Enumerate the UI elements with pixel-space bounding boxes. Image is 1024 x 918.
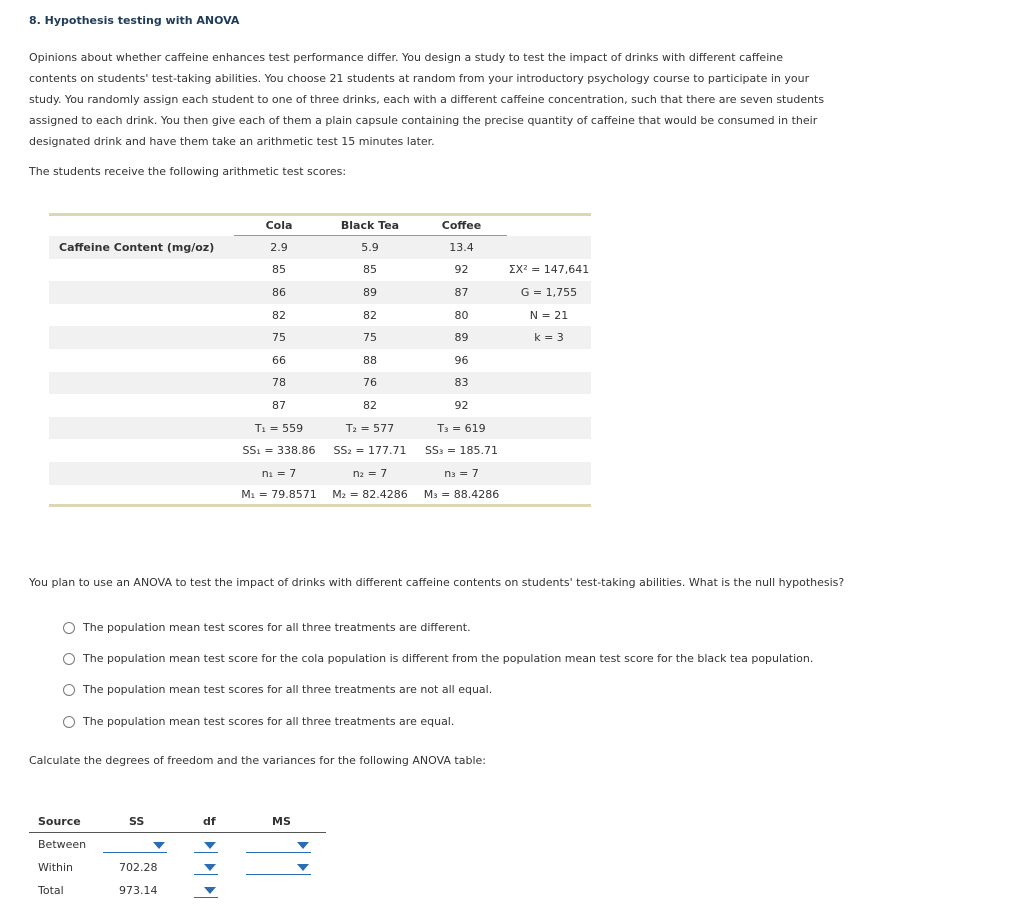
- radio-button[interactable]: [63, 622, 75, 634]
- ss-coffee: SS₃ = 185.71: [424, 444, 499, 458]
- anova-header-source: Source: [38, 815, 81, 828]
- null-hypothesis-question: You plan to use an ANOVA to test the impact of drinks with different caffeine contents on students' test-taking abilities. What is the null hypothesis?: [29, 576, 845, 589]
- anova-header-ms: MS: [272, 815, 291, 828]
- score-cell: 82: [363, 308, 377, 322]
- ss-total-value: 973.14: [119, 884, 158, 897]
- summary-stat: ΣX² = 147,641: [508, 263, 590, 277]
- answer-option[interactable]: [63, 643, 813, 674]
- summary-stat: [507, 349, 591, 372]
- score-cell: 87: [272, 398, 286, 412]
- score-cell: 85: [363, 263, 377, 277]
- radio-button[interactable]: [63, 716, 75, 728]
- total-coffee: T₃ = 619: [416, 417, 507, 440]
- ss-between-dropdown[interactable]: [103, 838, 167, 853]
- summary-stat: [507, 394, 591, 417]
- caffeine-black-tea: 5.9: [324, 236, 416, 259]
- col-header-cola: Cola: [234, 215, 324, 236]
- ss-cola: SS₁ = 338.86: [242, 444, 316, 458]
- score-cell: 92: [454, 263, 469, 277]
- scores-intro: The students receive the following arithmetic test scores:: [29, 165, 347, 178]
- intro-paragraph: Opinions about whether caffeine enhances test performance differ. You design a study to test the impact of drinks with different caffeine contents on students' test-taking abilities. You choose 21 students at random from your introductory psychology course to participate in your study. You randomly assign each student to one of three drinks, each with a different caffeine concentration, such that there are seven students assigned to each drink. You then give each of them a plain capsule containing the precise quantity of caffeine that would be consumed in their designated drink and have them take an arithmetic test 15 minutes later.: [29, 51, 825, 148]
- ms-between-dropdown[interactable]: [246, 838, 311, 853]
- anova-row-within-label: Within: [38, 861, 74, 874]
- ss-within-value: 702.28: [119, 861, 158, 874]
- option-label: The population mean test scores for all three treatments are different.: [83, 620, 471, 634]
- score-cell: 78: [234, 372, 324, 395]
- score-cell: 89: [324, 281, 416, 304]
- anova-row-between-label: Between: [38, 838, 87, 851]
- chevron-down-icon: [153, 842, 165, 849]
- score-cell: 80: [454, 308, 469, 322]
- chevron-down-icon: [204, 887, 216, 894]
- score-row: [49, 394, 591, 417]
- chevron-down-icon: [297, 842, 309, 849]
- mean-coffee: M₃ = 88.4286: [416, 485, 507, 506]
- score-cell: 82: [363, 398, 377, 412]
- score-row: [49, 349, 591, 372]
- score-row: [49, 304, 591, 327]
- chevron-down-icon: [204, 864, 216, 871]
- df-total-dropdown[interactable]: [194, 883, 218, 898]
- ss-black-tea: SS₂ = 177.71: [333, 444, 407, 458]
- score-cell: 88: [363, 353, 377, 367]
- col-header-coffee: Coffee: [416, 215, 507, 236]
- df-between-dropdown[interactable]: [194, 838, 218, 853]
- anova-header-ss: SS: [129, 815, 145, 828]
- score-cell: 92: [454, 398, 469, 412]
- score-row: [49, 372, 591, 395]
- score-cell: 76: [324, 372, 416, 395]
- caffeine-row-label: Caffeine Content (mg/oz): [49, 236, 234, 259]
- answer-option[interactable]: [63, 612, 813, 643]
- score-row: [49, 326, 591, 349]
- caffeine-coffee: 13.4: [416, 236, 507, 259]
- df-within-dropdown[interactable]: [194, 860, 218, 875]
- option-label: The population mean test scores for all three treatments are not all equal.: [83, 683, 493, 697]
- radio-button[interactable]: [63, 653, 75, 665]
- anova-row-total-label: Total: [38, 884, 64, 897]
- summary-stat: k = 3: [507, 326, 591, 349]
- scores-table: [49, 213, 591, 507]
- mean-black-tea: M₂ = 82.4286: [324, 485, 416, 506]
- summary-stat: G = 1,755: [507, 281, 591, 304]
- score-cell: 83: [416, 372, 507, 395]
- anova-header-df: df: [203, 815, 216, 828]
- score-cell: 85: [272, 263, 286, 277]
- mean-cola: M₁ = 79.8571: [234, 485, 324, 506]
- score-cell: 96: [454, 353, 469, 367]
- score-cell: 87: [416, 281, 507, 304]
- score-cell: 75: [324, 326, 416, 349]
- score-cell: 86: [234, 281, 324, 304]
- header-divider: [29, 832, 326, 833]
- score-cell: 89: [416, 326, 507, 349]
- score-row: [49, 259, 591, 282]
- caffeine-cola: 2.9: [234, 236, 324, 259]
- n-black-tea: n₂ = 7: [324, 462, 416, 485]
- answer-options: [63, 612, 813, 737]
- radio-button[interactable]: [63, 684, 75, 696]
- total-cola: T₁ = 559: [234, 417, 324, 440]
- question-title: 8. Hypothesis testing with ANOVA: [29, 14, 240, 27]
- ms-within-dropdown[interactable]: [246, 860, 311, 875]
- option-label: The population mean test scores for all three treatments are equal.: [83, 714, 455, 728]
- n-coffee: n₃ = 7: [416, 462, 507, 485]
- n-cola: n₁ = 7: [234, 462, 324, 485]
- option-label: The population mean test score for the cola population is different from the population mean test score for the black tea population.: [83, 651, 814, 665]
- anova-instructions: Calculate the degrees of freedom and the variances for the following ANOVA table:: [29, 754, 486, 767]
- col-header-black-tea: Black Tea: [324, 215, 416, 236]
- chevron-down-icon: [204, 842, 216, 849]
- score-cell: 75: [234, 326, 324, 349]
- summary-stat: [507, 372, 591, 395]
- total-black-tea: T₂ = 577: [324, 417, 416, 440]
- summary-stat: N = 21: [529, 308, 569, 322]
- chevron-down-icon: [297, 864, 309, 871]
- score-row: [49, 281, 591, 304]
- answer-option[interactable]: [63, 675, 813, 706]
- score-cell: 82: [272, 308, 286, 322]
- answer-option[interactable]: [63, 706, 813, 737]
- score-cell: 66: [272, 353, 286, 367]
